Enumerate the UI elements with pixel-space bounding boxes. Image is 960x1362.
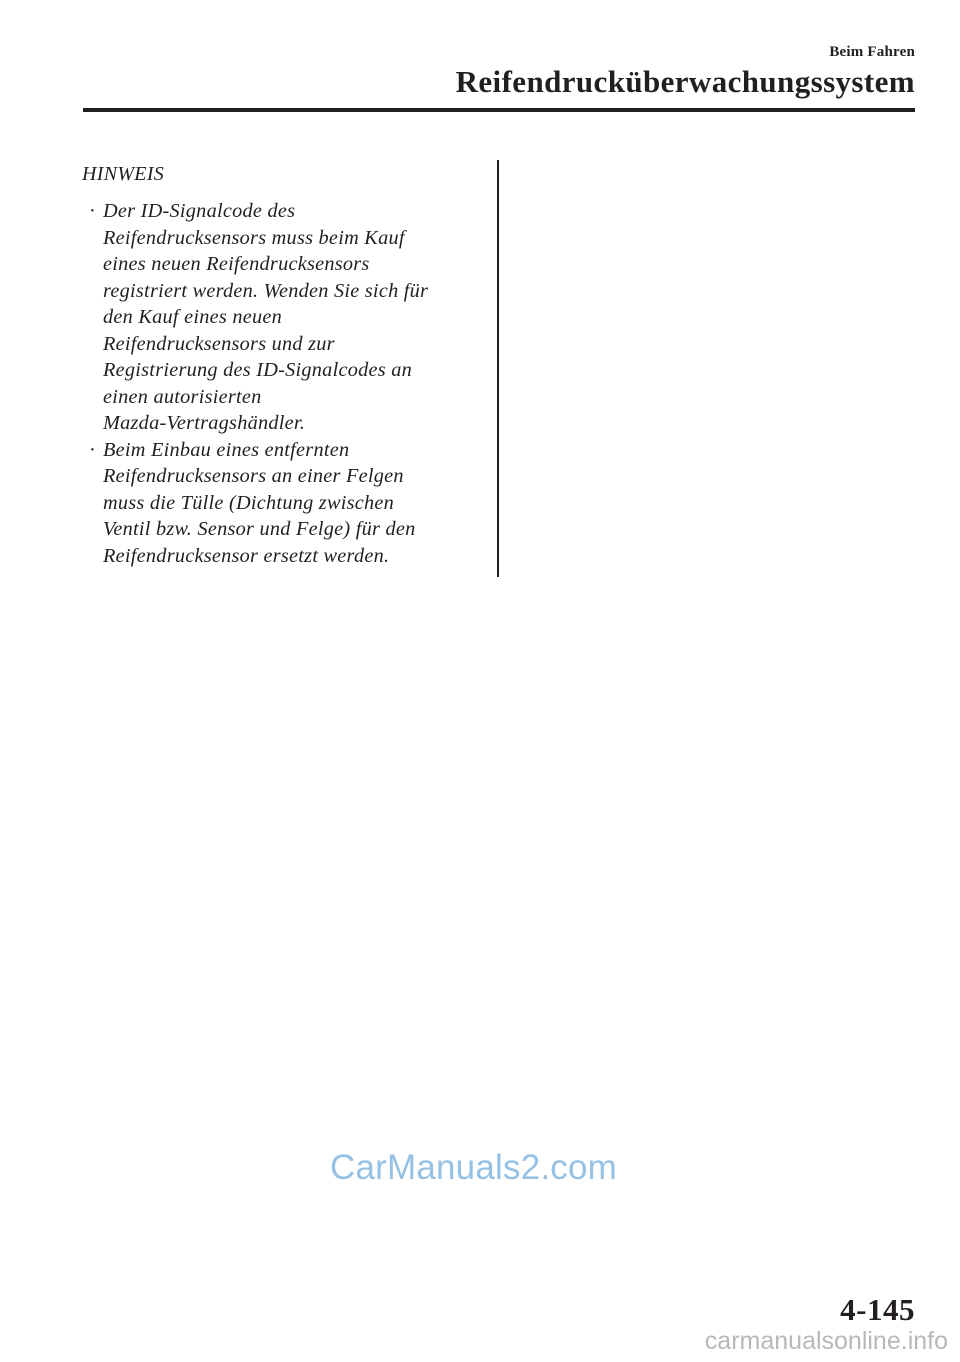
note-block — [82, 161, 487, 569]
note-line: muss die Tülle (Dichtung zwischen — [103, 491, 395, 514]
note-heading: HINWEIS — [82, 163, 165, 185]
note-line: Reifendrucksensors an einer Felgen — [103, 465, 404, 487]
footer-source: carmanualsonline.info — [704, 1327, 948, 1355]
note-line: einen autorisierten — [103, 385, 262, 408]
page-number: 4-145 — [840, 1292, 915, 1327]
note-item-grommet-replacement — [82, 437, 487, 570]
note-line: Reifendrucksensors muss beim Kauf — [103, 226, 405, 249]
note-line: Der ID-Signalcode des — [103, 200, 296, 222]
note-line: Registrierung des ID-Signalcodes an — [103, 359, 412, 381]
section-label: Beim Fahren — [829, 44, 915, 60]
note-list — [82, 198, 487, 569]
note-item-id-signal-code — [82, 198, 487, 437]
bullet-icon: · — [89, 438, 97, 461]
chapter-title: Reifendrucküberwachungssystem — [455, 64, 915, 99]
note-line: Beim Einbau eines entfernten — [103, 438, 350, 461]
column-divider — [497, 160, 499, 577]
note-line: Ventil bzw. Sensor und Felge) für den — [103, 518, 416, 540]
header-rule — [83, 108, 915, 112]
note-line: den Kauf eines neuen — [103, 306, 283, 328]
bullet-icon: · — [89, 200, 97, 222]
note-line: Reifendrucksensors und zur — [103, 332, 335, 355]
note-line: Reifendrucksensor ersetzt werden. — [103, 544, 390, 567]
note-line: Mazda-Vertragshändler. — [103, 412, 306, 434]
note-line: eines neuen Reifendrucksensors — [103, 253, 370, 275]
note-line: registriert werden. Wenden Sie sich für — [103, 279, 429, 302]
watermark-text: CarManuals2.com — [330, 1148, 617, 1187]
